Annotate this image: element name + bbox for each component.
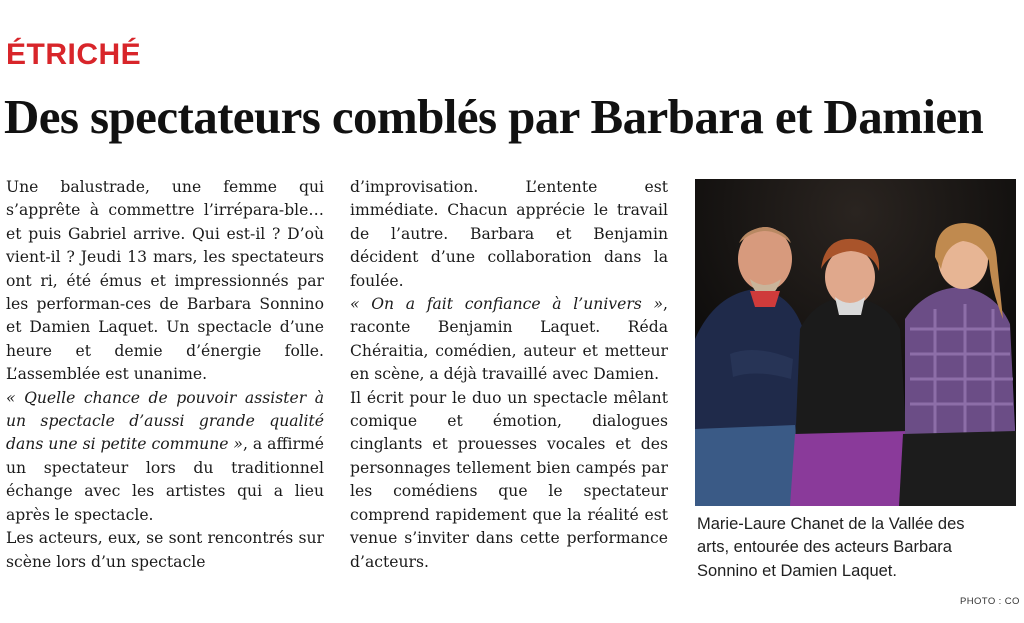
photo-credit: PHOTO : CO xyxy=(960,596,1020,607)
paragraph-text: , a affirmé un spectateur lors du traditionnel échange avec les artistes qui a lieu après le spectacle. xyxy=(6,435,325,524)
paragraph-quote-spectator xyxy=(6,387,324,527)
section-kicker: ÉTRICHÉ xyxy=(6,38,142,71)
paragraph-text: d’improvisation. L’entente est immédiate. Chacun apprécie le travail de l’autre. Barbara et Benjamin décident d’une collaboration dans la foulée. xyxy=(350,178,668,290)
photo-illustration xyxy=(695,179,1016,506)
paragraph-text: Les acteurs, eux, se sont rencontrés sur scène lors d’un spectacle xyxy=(6,529,324,571)
paragraph-improvisation xyxy=(350,176,668,293)
article-photo xyxy=(695,179,1016,506)
article-column-2 xyxy=(350,176,668,574)
paragraph-intro xyxy=(6,176,324,387)
paragraph-text: Une balustrade, une femme qui s’apprête à commettre l’irrépara-ble… et puis Gabriel arrive. Qui est-il ? D’où vient-il ? Jeudi 13 mars, les spectateurs ont ri, été émus et impressionnés par les performan-ces de Barbara Sonnino et Damien Laquet. Un spectacle d’une heure et demie d’énergie folle. L’assemblée est unanime. xyxy=(6,178,324,384)
pull-quote: « On a fait confiance à l’univers » xyxy=(350,295,664,314)
paragraph-quote-universe xyxy=(350,293,668,387)
paragraph-text: Il écrit pour le duo un spectacle mêlant comique et émotion, dialogues cinglants et prouesses vocales et des personnages tellement bien campés par les comédiens que le spectateur comprend rapidement que la réalité est venue s’inviter dans cette performance d’acteurs. xyxy=(350,388,668,571)
article-column-1 xyxy=(6,176,324,574)
pull-quote: « Quelle chance de pouvoir assister à un spectacle d’aussi grande qualité dans une si petite commune » xyxy=(6,388,324,454)
paragraph-text: , raconte Benjamin Laquet. Réda Chéraitia, comédien, auteur et metteur en scène, a déjà travaillé avec Damien. xyxy=(350,295,668,384)
paragraph-actors xyxy=(6,527,324,574)
headline: Des spectateurs comblés par Barbara et Damien xyxy=(4,89,984,144)
photo-caption: Marie-Laure Chanet de la Vallée des arts, entourée des acteurs Barbara Sonnino et Damien Laquet. xyxy=(697,515,965,580)
paragraph-show xyxy=(350,387,668,574)
